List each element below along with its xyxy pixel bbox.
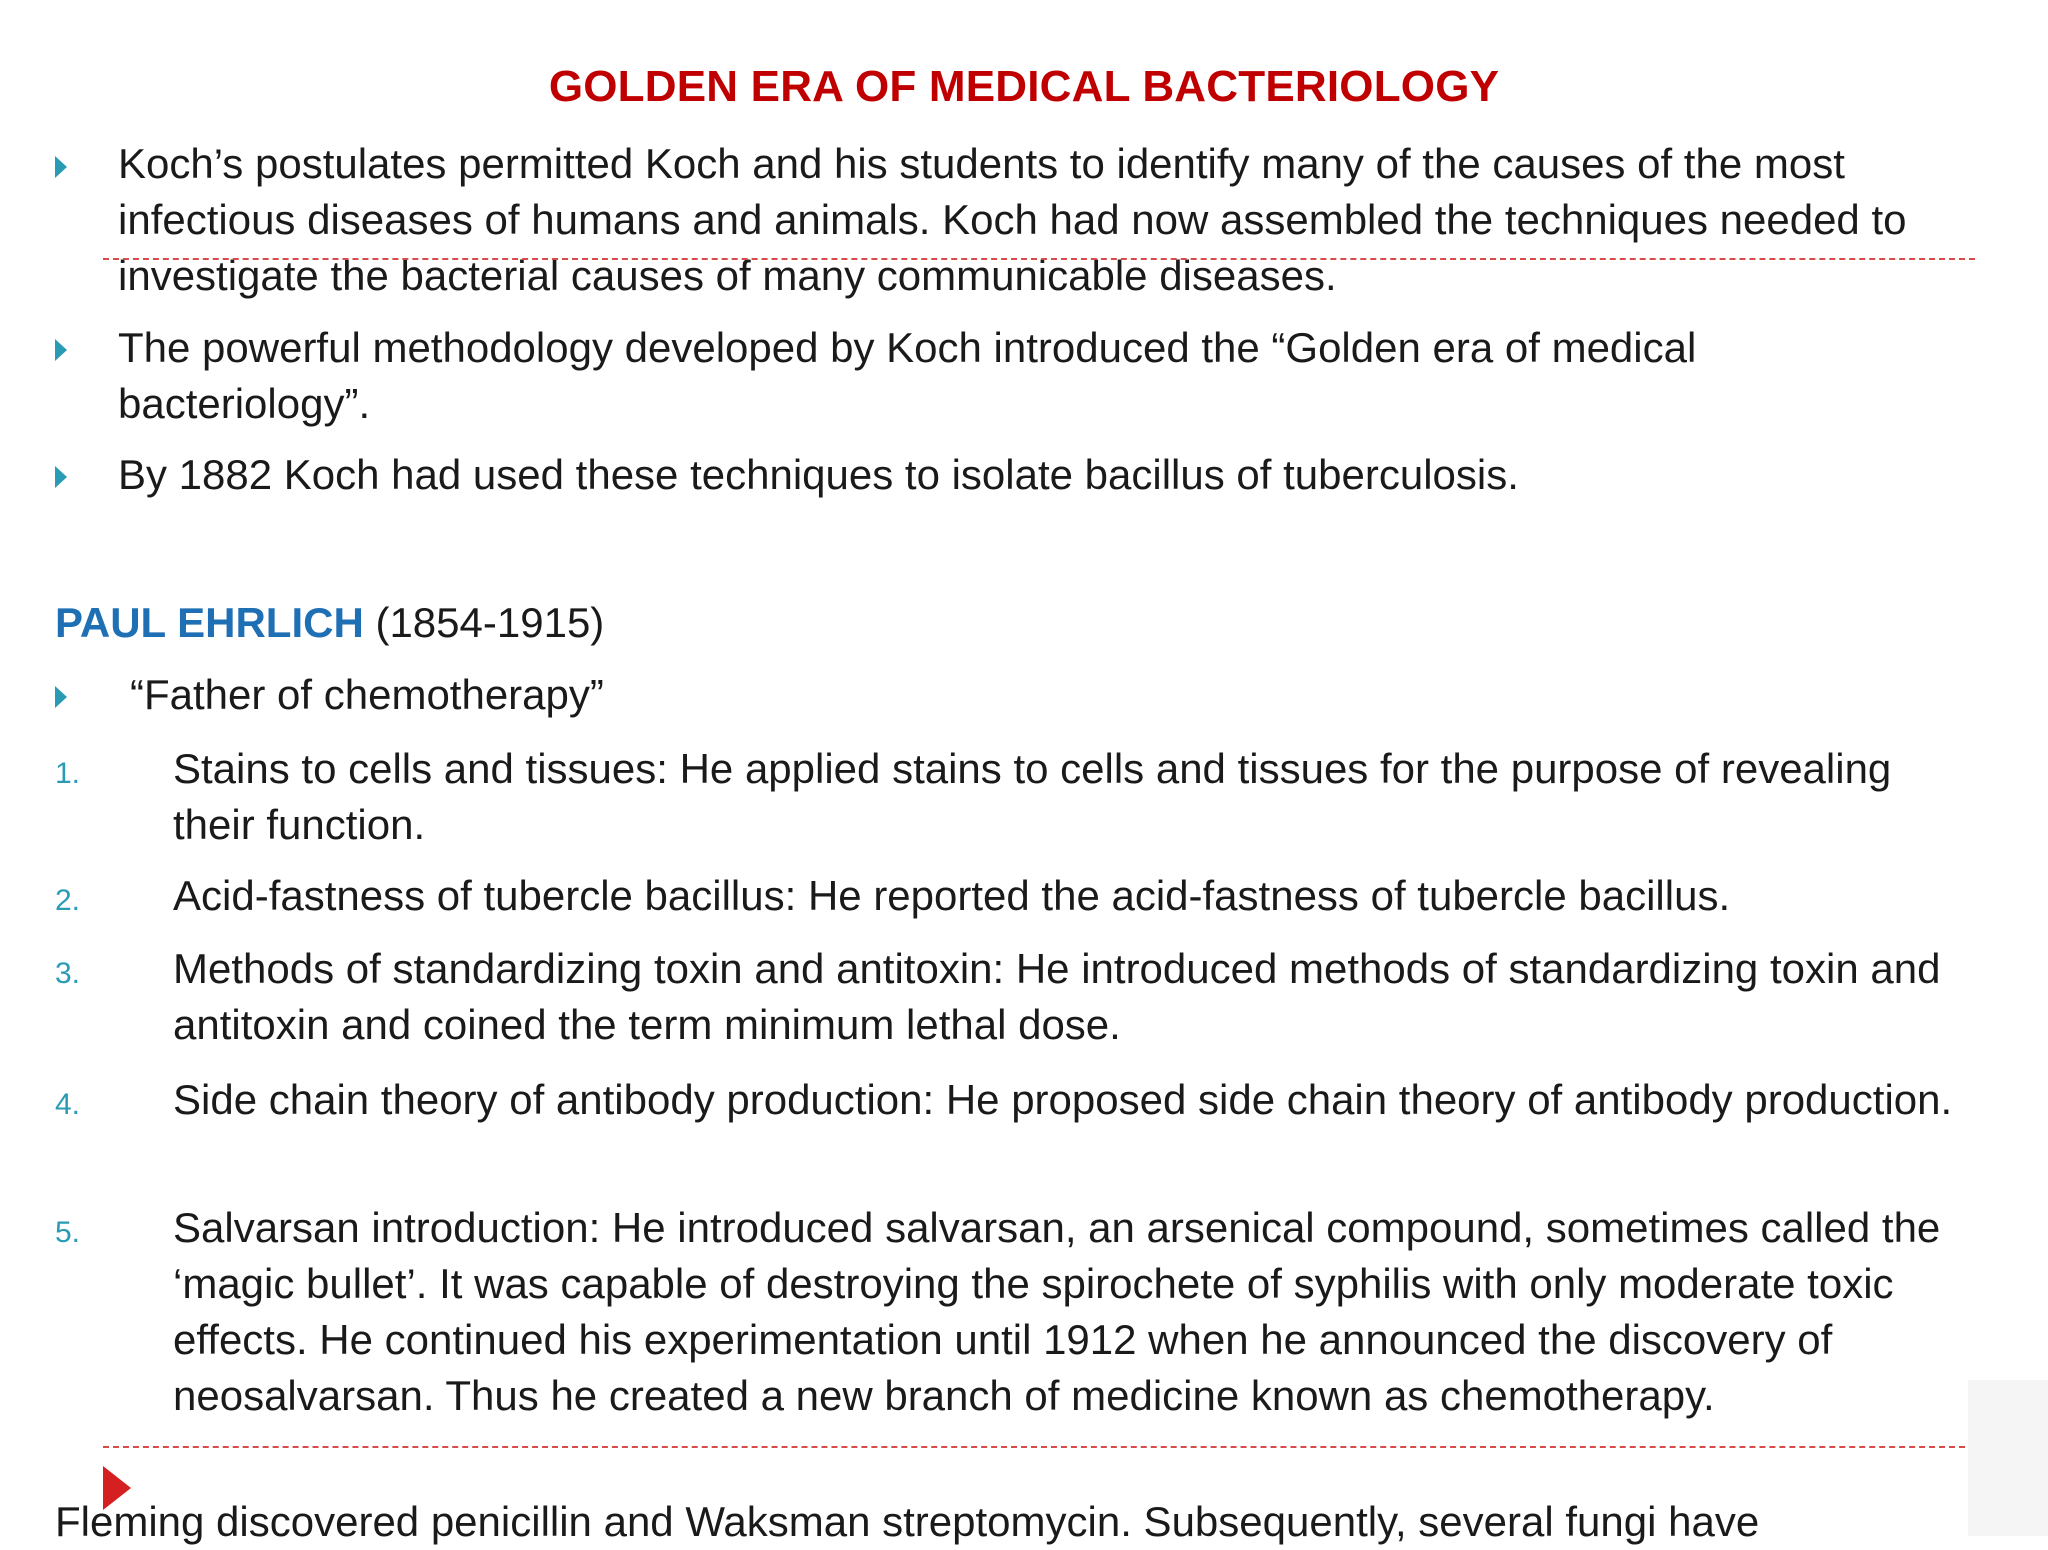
section-heading: [55, 595, 1955, 651]
footer-text: Fleming discovered penicillin and Waksman streptomycin. Subsequently, several fungi have: [55, 1498, 1760, 1545]
bullet-arrow-icon: [55, 686, 67, 708]
item-number: 2.: [55, 884, 81, 917]
dashed-divider: [103, 258, 1975, 260]
page-title: GOLDEN ERA OF MEDICAL BACTERIOLOGY: [548, 62, 1500, 111]
list-item: Side chain theory of antibody production: He proposed side chain theory of antibody production.: [173, 1076, 1953, 1123]
ehrlich-bullet: “Father of chemotherapy”: [130, 671, 604, 718]
item-number: 3.: [55, 957, 81, 990]
bullet-arrow-icon: [55, 339, 67, 361]
section-heading-name: PAUL EHRLICH: [55, 599, 364, 646]
list-item: Acid-fastness of tubercle bacillus: He reported the acid-fastness of tubercle bacillus.: [173, 872, 1731, 919]
intro-bullet-1: Koch’s postulates permitted Koch and his students to identify many of the causes of the most infectious diseases of humans and animals. Koch had now assembled the techniques needed to investigate the bacterial causes of many communicable diseases.: [118, 140, 1907, 299]
bullet-arrow-icon: [55, 466, 67, 488]
section-heading-years: (1854-1915): [363, 599, 605, 646]
list-item: Salvarsan introduction: He introduced salvarsan, an arsenical compound, sometimes called the ‘magic bullet’. It was capable of destroying the spirochete of syphilis with only moderate toxic effects. He continued his experimentation until 1912 when he announced the discovery of neosalvarsan. Thus he created a new branch of medicine known as chemotherapy.: [173, 1204, 1941, 1419]
bullet-arrow-icon: [55, 156, 67, 178]
item-number: 5.: [55, 1216, 81, 1249]
list-item: Stains to cells and tissues: He applied stains to cells and tissues for the purpose of revealing their function.: [173, 745, 1892, 848]
list-item: Methods of standardizing toxin and antitoxin: He introduced methods of standardizing toxin and antitoxin and coined the term minimum lethal dose.: [173, 945, 1941, 1048]
item-number: 1.: [55, 757, 81, 790]
intro-bullet-2: The powerful methodology developed by Koch introduced the “Golden era of medical bacteriology”.: [118, 324, 1697, 427]
intro-bullet-3: By 1882 Koch had used these techniques to isolate bacillus of tuberculosis.: [118, 451, 1519, 498]
item-number: 4.: [55, 1088, 81, 1121]
dashed-divider: [103, 1446, 1975, 1448]
